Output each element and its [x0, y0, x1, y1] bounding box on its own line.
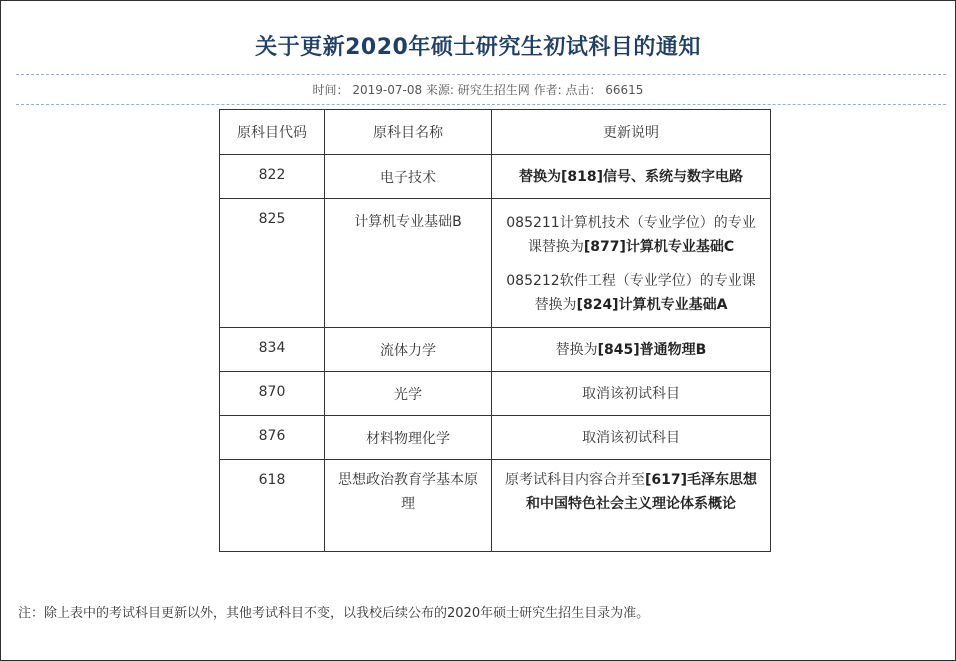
article-meta: 时间： 2019-07-08 来源: 研究生招生网 作者: 点击： 66615 — [312, 83, 644, 97]
table-row — [220, 460, 771, 552]
cell-name: 流体力学 — [325, 328, 492, 372]
page-title: 关于更新2020年硕士研究生初试科目的通知 — [255, 35, 701, 60]
divider-bottom — [16, 104, 946, 105]
table-row — [220, 328, 771, 372]
table-row — [220, 416, 771, 460]
cell-name: 思想政治教育学基本原理 — [325, 460, 492, 552]
cell-name: 材料物理化学 — [325, 416, 492, 460]
desc-text: 取消该初试科目 — [582, 385, 680, 402]
table-row — [220, 155, 771, 199]
cell-code: 825 — [220, 199, 325, 328]
table-header-row — [220, 110, 771, 155]
column-header-desc: 更新说明 — [492, 110, 771, 155]
desc-text: 085211计算机技术（专业学位）的专业课替换为 — [506, 215, 756, 255]
cell-code: 876 — [220, 416, 325, 460]
desc-bold-text: [617]毛泽东思想和中国特色社会主义理论体系概论 — [526, 472, 758, 512]
desc-text: 085212软件工程（专业学位）的专业课替换为 — [506, 273, 756, 313]
table-row — [220, 372, 771, 416]
cell-name: 计算机专业基础B — [325, 199, 492, 328]
cell-code: 822 — [220, 155, 325, 199]
footer-note: 注：除上表中的考试科目更新以外，其他考试科目不变，以我校后续公布的2020年硕士研究生招生目录为准。 — [18, 606, 650, 621]
subject-update-table — [219, 109, 771, 552]
cell-name: 光学 — [325, 372, 492, 416]
cell-name: 电子技术 — [325, 155, 492, 199]
desc-text: 取消该初试科目 — [582, 429, 680, 446]
desc-bold-text: [877]计算机专业基础C — [583, 239, 735, 255]
cell-desc — [492, 328, 771, 372]
desc-text: 原考试科目内容合并至 — [504, 472, 645, 488]
cell-desc — [492, 199, 771, 328]
divider-top — [16, 74, 946, 75]
desc-bold-text: [824]计算机专业基础A — [576, 297, 728, 313]
cell-desc — [492, 416, 771, 460]
desc-text: 替换为 — [555, 341, 598, 358]
column-header-name: 原科目名称 — [325, 110, 492, 155]
desc-paragraph — [500, 269, 762, 317]
column-header-code: 原科目代码 — [220, 110, 325, 155]
desc-bold-text: 替换为[818]信号、系统与数字电路 — [518, 168, 744, 185]
cell-desc — [492, 372, 771, 416]
desc-paragraph — [500, 211, 762, 259]
desc-bold-text: [845]普通物理B — [597, 341, 707, 358]
cell-desc — [492, 155, 771, 199]
cell-desc — [492, 460, 771, 552]
cell-code: 618 — [220, 460, 325, 552]
cell-code: 870 — [220, 372, 325, 416]
cell-code: 834 — [220, 328, 325, 372]
table-row — [220, 199, 771, 328]
